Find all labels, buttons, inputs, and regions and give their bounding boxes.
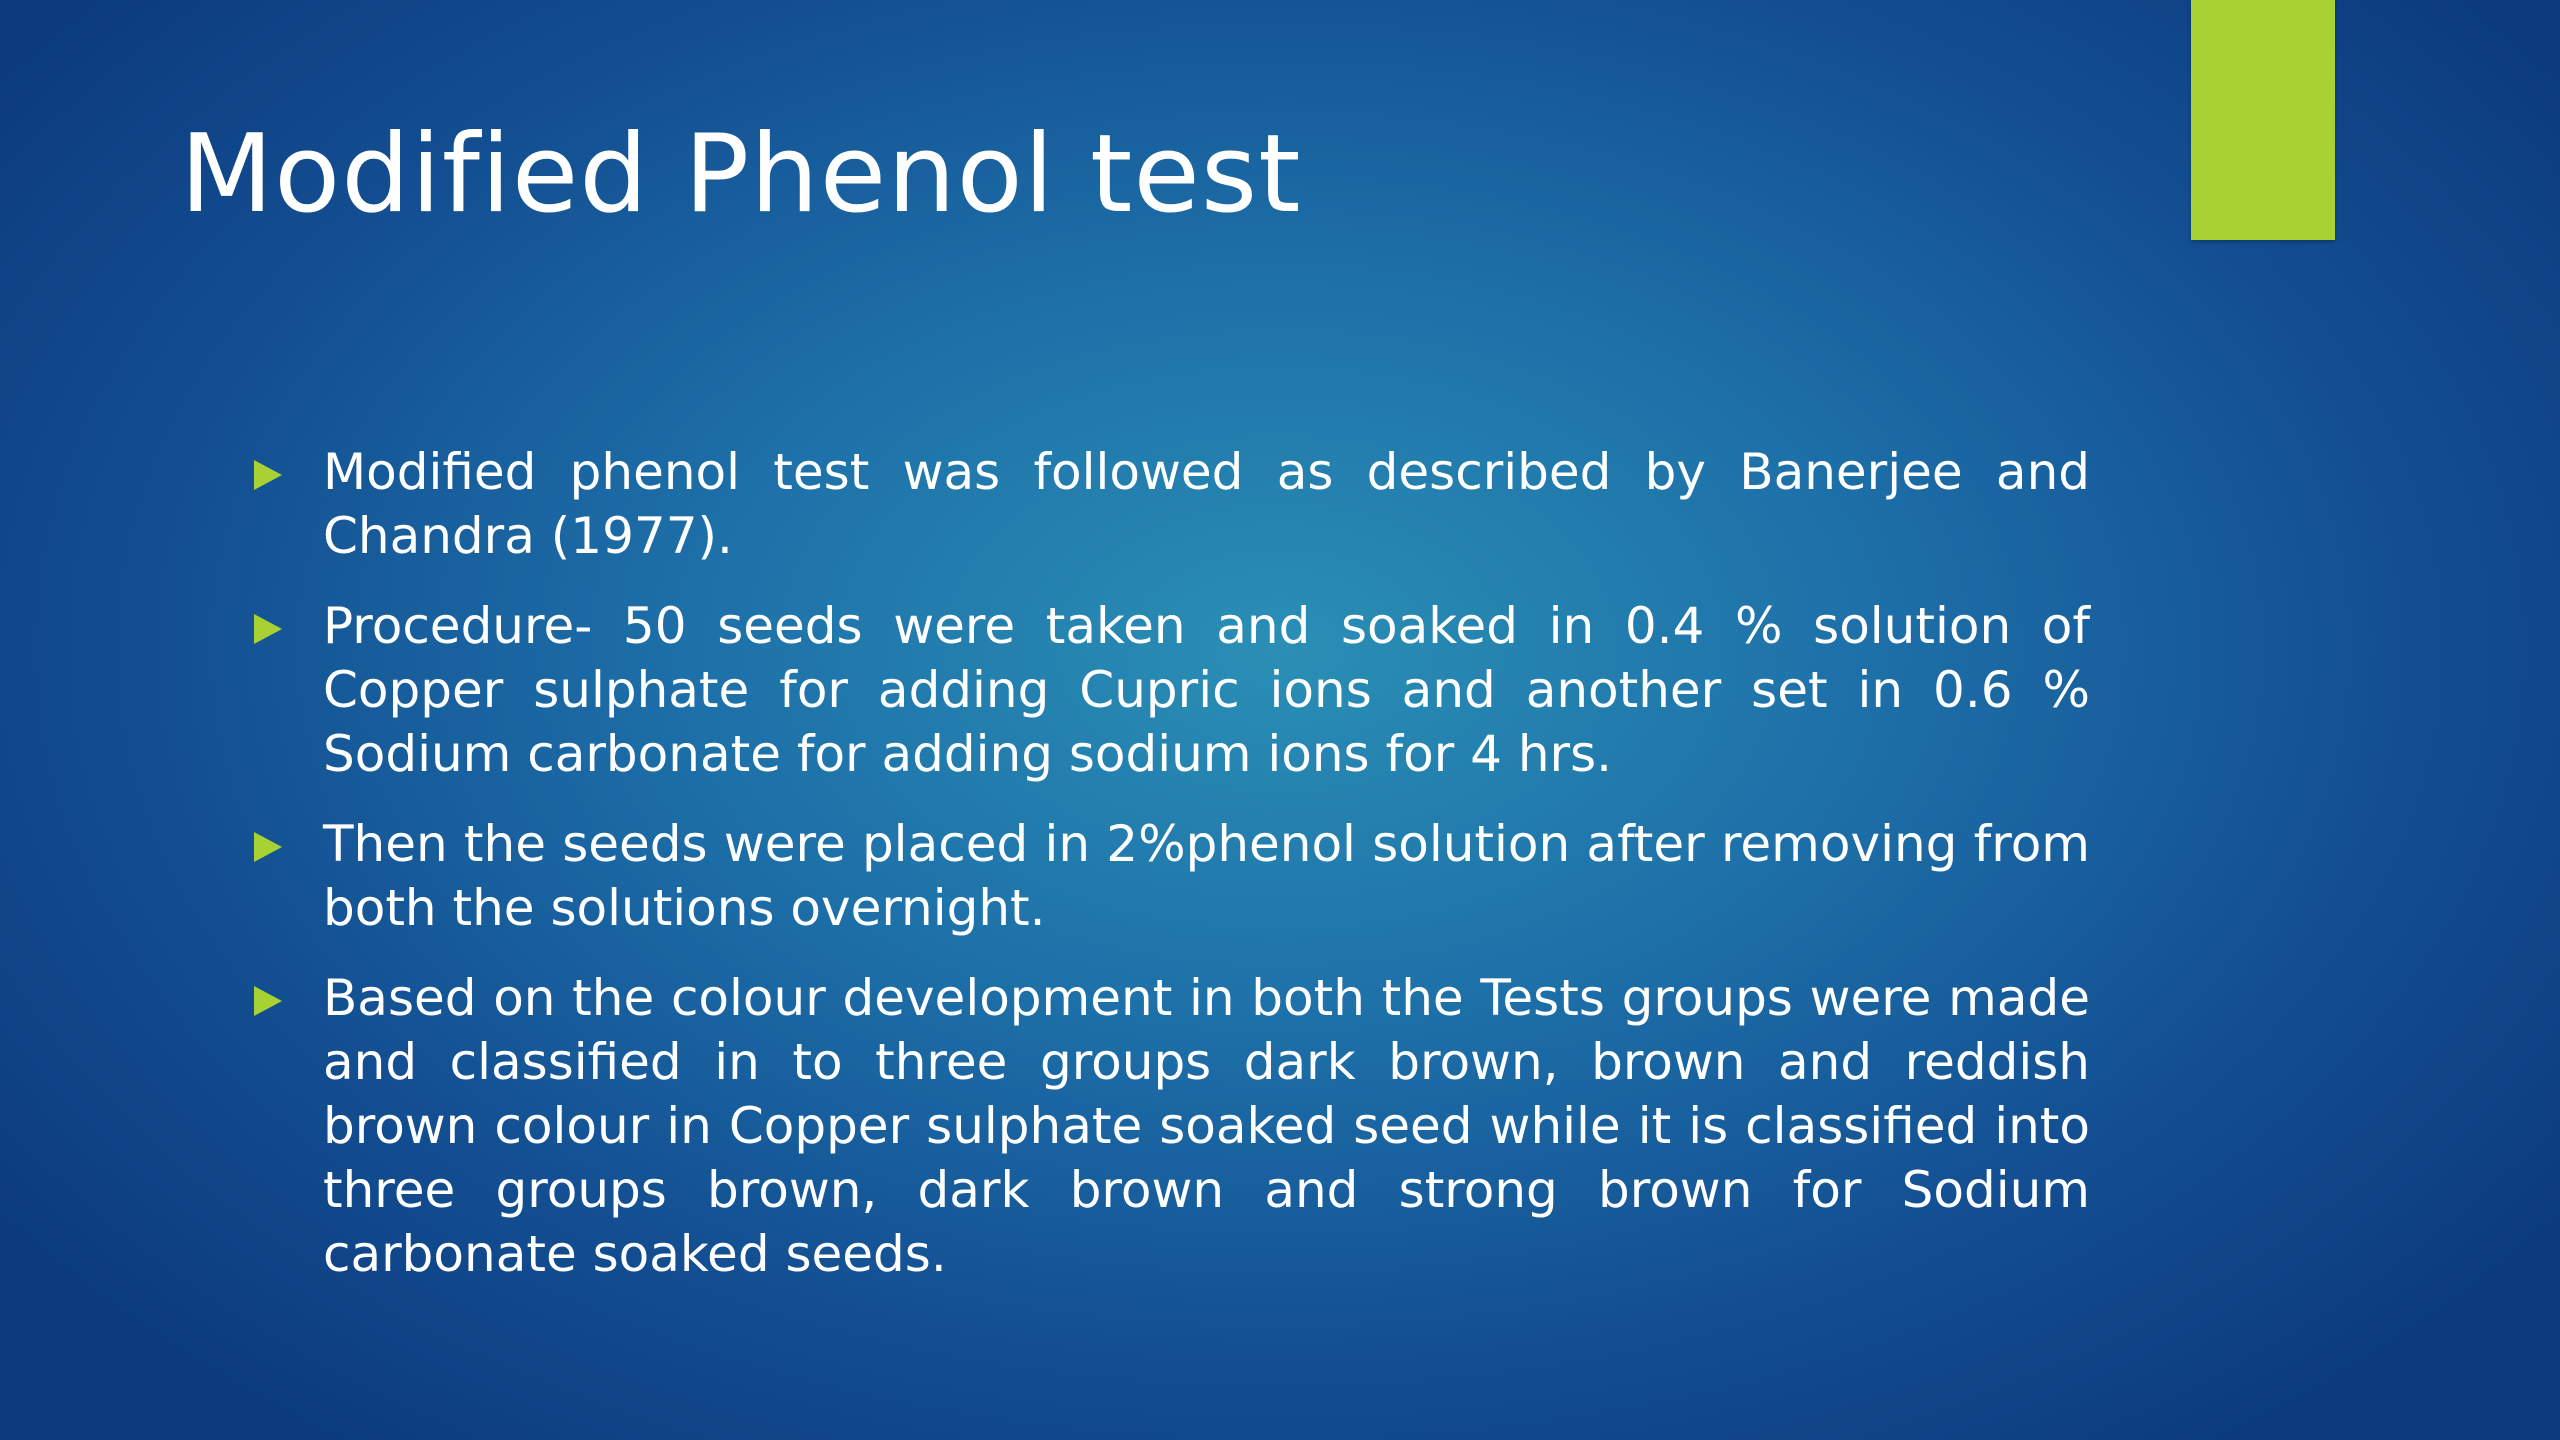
bullet-list	[250, 440, 2090, 1312]
slide-title: Modified Phenol test	[180, 112, 1302, 237]
bullet-text: Then the seeds were placed in 2%phenol solution after removing from both the solutions overnight.	[323, 815, 2090, 937]
list-item	[250, 966, 2090, 1286]
triangle-right-icon	[254, 460, 282, 490]
bullet-text: Modified phenol test was followed as described by Banerjee and Chandra (1977).	[323, 443, 2090, 565]
bullet-text: Based on the colour development in both the Tests groups were made and classified in to three groups dark brown, brown and reddish brown colour in Copper sulphate soaked seed while it is classified into three groups brown, dark brown and strong brown for Sodium carbonate soaked seeds.	[323, 969, 2090, 1283]
bullet-text: Procedure- 50 seeds were taken and soaked in 0.4 % solution of Copper sulphate for adding Cupric ions and another set in 0.6 % Sodium carbonate for adding sodium ions for 4 hrs.	[323, 597, 2090, 783]
list-item	[250, 812, 2090, 940]
accent-bar	[2191, 0, 2335, 240]
triangle-right-icon	[254, 832, 282, 862]
list-item	[250, 440, 2090, 568]
triangle-right-icon	[254, 986, 282, 1016]
triangle-right-icon	[254, 614, 282, 644]
list-item	[250, 594, 2090, 786]
